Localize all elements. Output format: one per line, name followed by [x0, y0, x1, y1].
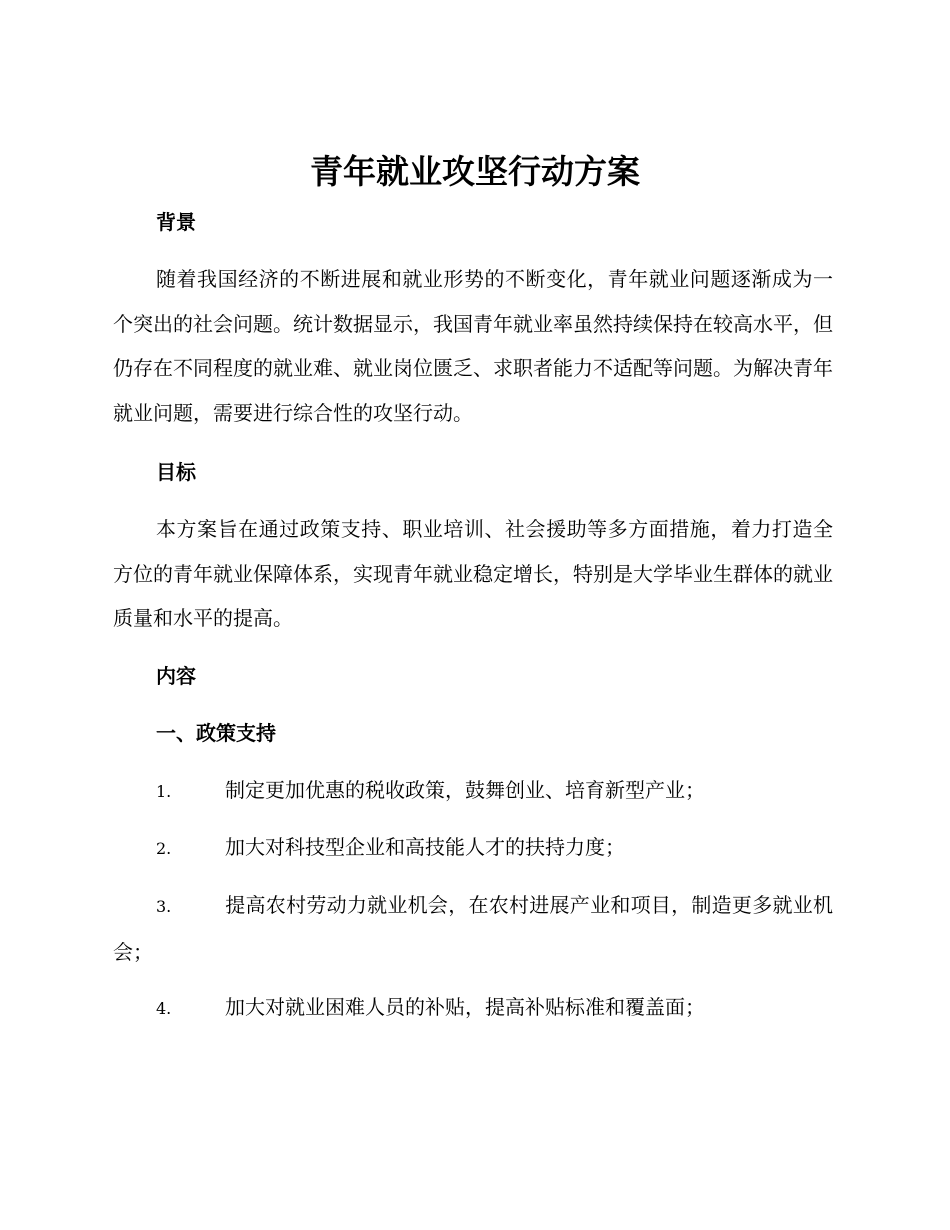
list-item [113, 883, 833, 974]
list-item-text: 加大对科技型企业和高技能人才的扶持力度； [225, 835, 625, 859]
section-heading-content: 内容 [156, 664, 196, 688]
list-item-text: 加大对就业困难人员的补贴，提高补贴标准和覆盖面； [225, 995, 705, 1019]
list-item [113, 985, 833, 1032]
list-item-text: 制定更加优惠的税收政策，鼓舞创业、培育新型产业； [225, 778, 705, 802]
section-heading-goal: 目标 [156, 460, 196, 484]
list-item [113, 825, 833, 872]
subsection-heading-policy: 一、政策支持 [156, 721, 276, 745]
paragraph-background: 随着我国经济的不断进展和就业形势的不断变化，青年就业问题逐渐成为一个突出的社会问题。统计数据显示，我国青年就业率虽然持续保持在较高水平，但仍存在不同程度的就业难、就业岗位匮乏、求职者能力不适配等问题。为解决青年就业问题，需要进行综合性的攻坚行动。 [113, 267, 833, 425]
section-heading-background: 背景 [156, 210, 196, 234]
document-title: 青年就业攻坚行动方案 [310, 152, 640, 191]
list-item [113, 768, 833, 815]
list-item-number: 2. [156, 839, 172, 858]
list-item-number: 3. [156, 897, 172, 916]
list-item-text: 提高农村劳动力就业机会，在农村进展产业和项目，制造更多就业机会； [113, 893, 833, 964]
list-item-number: 4. [156, 999, 172, 1018]
list-item-number: 1. [156, 782, 172, 801]
paragraph-goal: 本方案旨在通过政策支持、职业培训、社会援助等多方面措施，着力打造全方位的青年就业保障体系，实现青年就业稳定增长，特别是大学毕业生群体的就业质量和水平的提高。 [113, 517, 833, 630]
